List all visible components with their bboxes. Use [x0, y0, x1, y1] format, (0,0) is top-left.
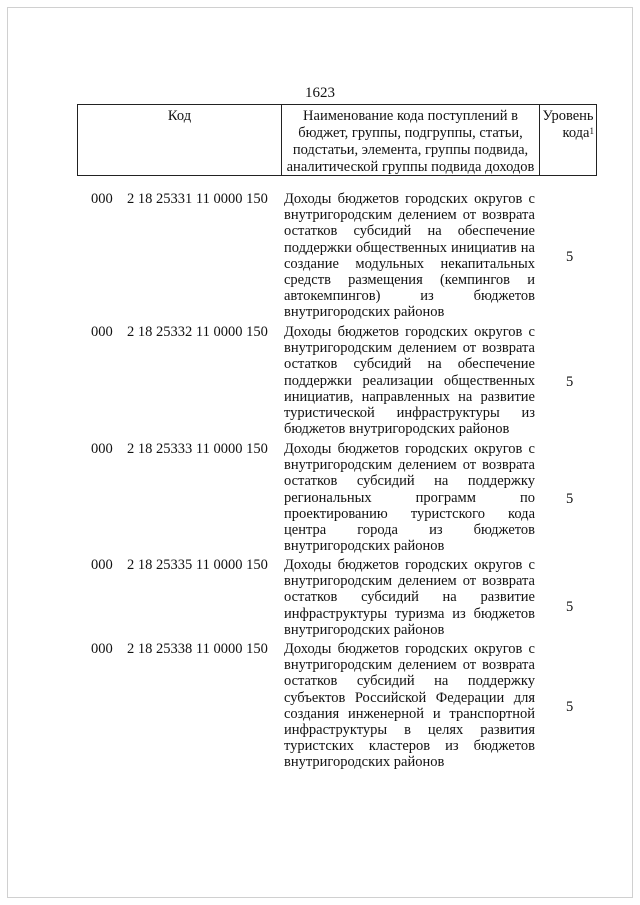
- header-level-line1: Уровень: [542, 108, 594, 124]
- row-description-line: Доходы бюджетов городских округов с: [284, 191, 535, 207]
- row-description-line: создание модульных некапитальных: [284, 255, 535, 272]
- row-description-line: внутригородским делением от возврата: [284, 657, 535, 674]
- row-description-line: субъектов Российской Федерации для: [284, 689, 535, 706]
- row-description-line: внутригородским делением от возврата: [284, 457, 535, 474]
- row-description-line: инфраструктуры в целях развития: [284, 721, 535, 738]
- row-description-line: проектированию туристского кода: [284, 505, 535, 522]
- row-description-line: инфраструктуры туризма из бюджетов: [284, 605, 535, 622]
- row-description: [284, 441, 535, 554]
- header-level: [540, 105, 596, 175]
- row-description-line: бюджетов внутригородских районов: [284, 421, 510, 438]
- row-description-line: внутригородским делением от возврата: [284, 340, 535, 357]
- page-number: 1623: [305, 85, 335, 101]
- row-description-line: региональных программ по: [284, 489, 535, 506]
- row-income-code: 2 18 25332 11 0000 150: [127, 324, 268, 340]
- row-description-line: поддержки общественных инициатив на: [284, 239, 535, 256]
- row-description-line: автокемпингов) из бюджетов: [284, 288, 535, 305]
- row-description-line: внутригородских районов: [284, 538, 445, 555]
- header-name-line: Наименование кода поступлений в: [303, 108, 518, 124]
- table-header: [77, 104, 597, 176]
- header-name-line: аналитической группы подвида доходов: [286, 159, 535, 175]
- row-description-line: Доходы бюджетов городских округов с: [284, 557, 535, 573]
- header-level-line2: кода: [562, 125, 590, 141]
- row-description-line: внутригородских районов: [284, 621, 445, 638]
- row-income-code: 2 18 25338 11 0000 150: [127, 641, 268, 657]
- row-description-line: центра города из бюджетов: [284, 521, 535, 538]
- row-level: 5: [566, 491, 574, 507]
- row-admin-code: 000: [91, 191, 113, 207]
- row-description-line: остатков субсидий на развитие: [284, 589, 535, 606]
- row-description-line: поддержки реализации общественных: [284, 372, 535, 389]
- row-description: [284, 641, 535, 771]
- row-description-line: создания инженерной и транспортной: [284, 705, 535, 722]
- row-income-code: 2 18 25333 11 0000 150: [127, 441, 268, 457]
- row-description-line: Доходы бюджетов городских округов с: [284, 641, 535, 657]
- row-description-line: остатков субсидий на обеспечение: [284, 223, 535, 240]
- header-code: Код: [78, 105, 282, 175]
- row-description-line: инициатив, направленных на развитие: [284, 388, 535, 405]
- row-description-line: внутригородских районов: [284, 754, 445, 771]
- row-level: 5: [566, 249, 574, 265]
- row-description-line: остатков субсидий на обеспечение: [284, 356, 535, 373]
- header-name: [282, 105, 540, 175]
- row-description-line: внутригородским делением от возврата: [284, 573, 535, 590]
- row-description-line: Доходы бюджетов городских округов с: [284, 441, 535, 457]
- row-description-line: остатков субсидий на поддержку: [284, 473, 535, 490]
- row-description: [284, 557, 535, 638]
- row-description-line: остатков субсидий на поддержку: [284, 673, 535, 690]
- row-income-code: 2 18 25331 11 0000 150: [127, 191, 268, 207]
- row-description-line: средств размещения (кемпингов и: [284, 271, 535, 288]
- row-level: 5: [566, 599, 574, 615]
- header-name-line: подстатьи, элемента, группы подвида,: [292, 142, 529, 158]
- row-admin-code: 000: [91, 441, 113, 457]
- header-level-line2-wrap: [542, 125, 594, 142]
- row-description: [284, 191, 535, 321]
- row-description-line: туристической инфраструктуры из: [284, 404, 535, 421]
- row-description-line: туристских кластеров из бюджетов: [284, 738, 535, 755]
- row-level: 5: [566, 699, 574, 715]
- row-description: [284, 324, 535, 437]
- row-admin-code: 000: [91, 557, 113, 573]
- row-level: 5: [566, 374, 574, 390]
- row-description-line: внутригородским делением от возврата: [284, 207, 535, 224]
- footnote-marker: 1: [589, 126, 594, 136]
- row-description-line: Доходы бюджетов городских округов с: [284, 324, 535, 340]
- row-income-code: 2 18 25335 11 0000 150: [127, 557, 268, 573]
- row-admin-code: 000: [91, 324, 113, 340]
- header-name-line: бюджет, группы, подгруппы, статьи,: [298, 125, 523, 141]
- row-description-line: внутригородских районов: [284, 304, 445, 321]
- row-admin-code: 000: [91, 641, 113, 657]
